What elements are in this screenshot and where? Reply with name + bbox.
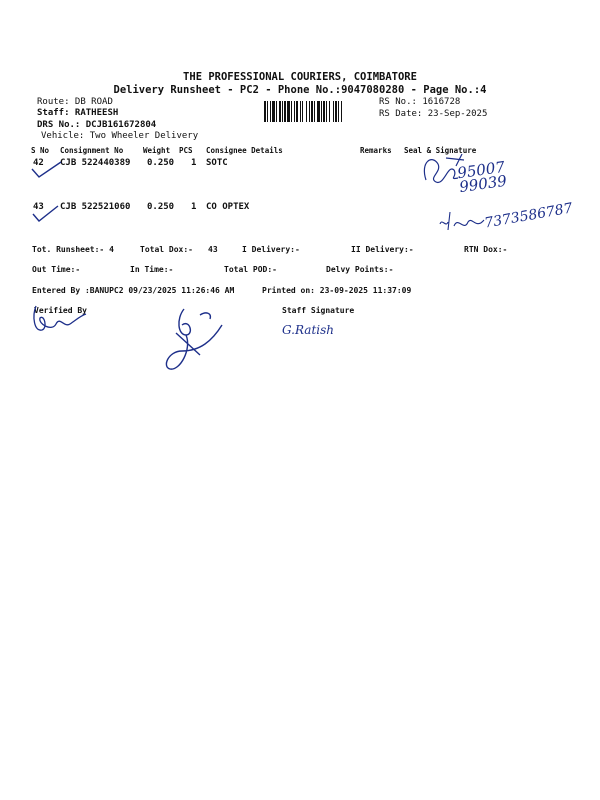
delvy-points: Delvy Points:- bbox=[326, 265, 394, 274]
rs-date: RS Date: 23-Sep-2025 bbox=[379, 109, 488, 119]
row-consignment-no: CJB 522440389 bbox=[60, 158, 131, 168]
row-consignee: SOTC bbox=[206, 158, 228, 168]
company-title: THE PROFESSIONAL COURIERS, COIMBATORE bbox=[183, 71, 417, 83]
verified-signature bbox=[30, 302, 90, 342]
col-header-sno: S No bbox=[31, 146, 50, 155]
drs-number: DRS No.: DCJB161672804 bbox=[37, 120, 157, 130]
out-time: Out Time:- bbox=[32, 265, 81, 274]
verified-by-label: Verified By bbox=[34, 306, 87, 315]
row-sno: 43 bbox=[33, 202, 44, 212]
row-weight: 0.250 bbox=[147, 202, 175, 212]
total-dox-label: Total Dox:- bbox=[140, 245, 193, 254]
barcode-image bbox=[264, 101, 376, 122]
check-mark-icon bbox=[28, 160, 64, 180]
row-consignee: CO OPTEX bbox=[206, 202, 250, 212]
col-header-consignment: Consignment No bbox=[60, 146, 124, 155]
col-header-weight: Weight bbox=[143, 146, 171, 155]
row-pcs: 1 bbox=[191, 202, 197, 212]
entered-by: Entered By :BANUPC2 09/23/2025 11:26:46 AM bbox=[32, 286, 235, 295]
check-mark-icon bbox=[28, 203, 64, 223]
in-time: In Time:- bbox=[130, 265, 174, 274]
ii-delivery: II Delivery:- bbox=[351, 245, 414, 254]
runsheet-subtitle: Delivery Runsheet - PC2 - Phone No.:9047080280 - Page No.:4 bbox=[113, 84, 487, 96]
handwritten-signature bbox=[436, 208, 488, 238]
handwritten-phone-2: 7373586787 bbox=[483, 200, 574, 232]
vehicle-info: Vehicle: Two Wheeler Delivery bbox=[41, 131, 199, 141]
col-header-consignee: Consignee Details bbox=[206, 146, 283, 155]
row-pcs: 1 bbox=[191, 158, 197, 168]
tot-runsheet: Tot. Runsheet:- 4 bbox=[32, 245, 114, 254]
col-header-remarks: Remarks bbox=[360, 146, 392, 155]
col-header-seal-signature: Seal & Signature bbox=[404, 146, 477, 155]
staff-signature-label: Staff Signature bbox=[282, 306, 355, 315]
rtn-dox: RTN Dox:- bbox=[464, 245, 508, 254]
handwritten-phone-1: 95007 99039 bbox=[456, 157, 508, 197]
i-delivery: I Delivery:- bbox=[242, 245, 300, 254]
staff-handwritten-name: G.Ratish bbox=[282, 323, 334, 337]
printed-on: Printed on: 23-09-2025 11:37:09 bbox=[262, 286, 412, 295]
col-header-pcs: PCS bbox=[179, 146, 193, 155]
large-signature bbox=[160, 305, 230, 377]
staff-info: Staff: RATHEESH bbox=[37, 108, 119, 118]
total-dox-value: 43 bbox=[208, 245, 218, 254]
row-weight: 0.250 bbox=[147, 158, 175, 168]
row-consignment-no: CJB 522521060 bbox=[60, 202, 131, 212]
rs-number: RS No.: 1616728 bbox=[379, 97, 461, 107]
route-info: Route: DB ROAD bbox=[37, 97, 113, 107]
total-pod: Total POD:- bbox=[224, 265, 277, 274]
row-sno: 42 bbox=[33, 158, 44, 168]
